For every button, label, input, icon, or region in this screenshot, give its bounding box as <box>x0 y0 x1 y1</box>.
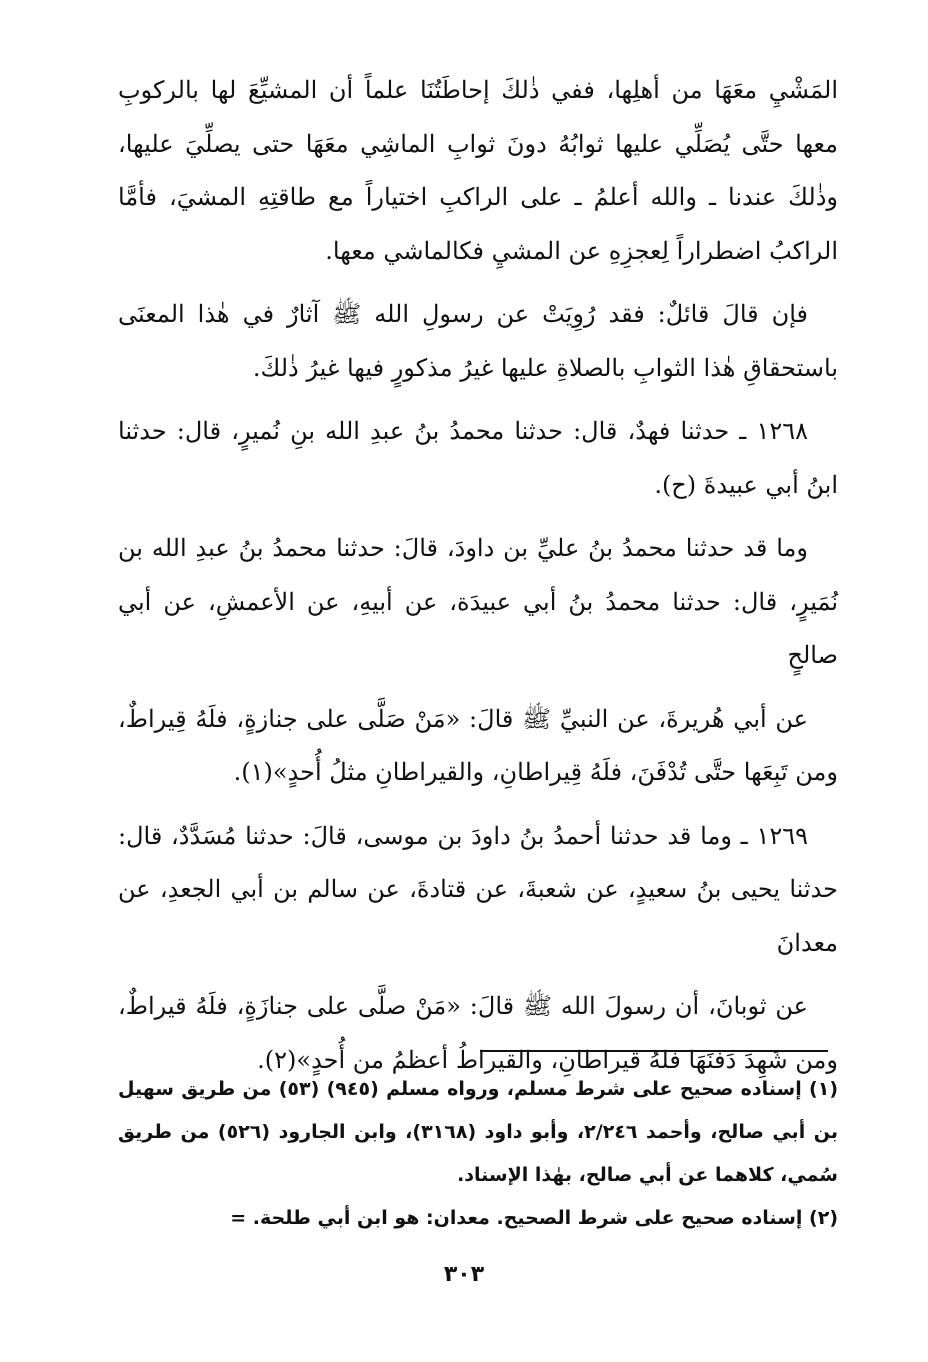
footnote-2: (٢) إسناده صحيح على شرط الصحيح. معدان: هو ابن أبي طلحة. = <box>230 1207 838 1229</box>
footnote-1: (١) إسناده صحيح على شرط مسلم، ورواه مسلم (٩٤٥) (٥٣) من طريق سهيل بن أبي صالح، وأحمد ٢/٢٤٦، وأبو داود (٣١٦٨)، وابن الجارود (٥٢٦) من طريق سُمي، كلاهما عن أبي صالح، بهٰذا الإسناد. <box>118 1078 839 1186</box>
hadith-1268-text: عن أبي هُريرةَ، عن النبيِّ ﷺ قالَ: «مَنْ صَلَّى على جنازةٍ، فلَهُ قِيراطٌ، ومن تَبِعَها حتَّى تُدْفَنَ، فلَهُ قِيراطانِ، والقيراطانِ مثلُ أُحدٍ»(١). <box>118 704 838 786</box>
hadith-1268-second-chain: وما قد حدثنا محمدُ بنُ عليِّ بن داودَ، قالَ: حدثنا محمدُ بنُ عبدِ الله بن نُمَيرٍ، قال: حدثنا محمدُ بنُ أبي عبيدَة، عن أبيهِ، عن الأعمشِ، عن أبي صالحٍ <box>118 534 838 669</box>
main-text <box>118 64 838 1097</box>
paragraph-objection: فإن قالَ قائلٌ: فقد رُوِيَتْ عن رسولِ الله ﷺ آثارٌ في هٰذا المعنَى باستحقاقِ هٰذا الثوابِ بالصلاةِ عليها غيرُ مذكورٍ فيها غيرُ ذٰلكَ. <box>118 300 838 382</box>
hadith-1268-chain: ١٢٦٨ ـ حدثنا فهدٌ، قال: حدثنا محمدُ بنُ عبدِ الله بنِ نُميرٍ، قال: حدثنا ابنُ أبي عبيدةَ (ح). <box>118 417 838 499</box>
footnote-separator <box>480 1050 828 1052</box>
hadith-1269-chain: ١٢٦٩ ـ وما قد حدثنا أحمدُ بنُ داودَ بن موسى، قالَ: حدثنا مُسَدَّدٌ، قال: حدثنا يحيى بنُ سعيدٍ، عن شعبةَ، عن قتادةَ، عن سالم بن أبي الجعدِ، عن معدانَ <box>118 821 838 957</box>
hadith-1269-text: عن ثوبانَ، أن رسولَ الله ﷺ قالَ: «مَنْ صلَّى على جنازَةٍ، فلَهُ قيراطٌ، ومن شَهِدَ دَفنَهَا فلهُ قيراطانِ، والقيراطُ أعظمُ من أُحدٍ»(٢). <box>118 992 838 1074</box>
footnotes <box>118 1068 838 1240</box>
page-number: ٣٠٣ <box>443 1262 485 1287</box>
paragraph-walking-with-funeral: المَشْيِ معَهَا من أهلِها، ففي ذٰلكَ إحاطَتُنَا علماً أن المشيِّعَ لها بالركوبِ معها حتَّى يُصَلِّي عليها ثوابُهُ دونَ ثوابِ الماشِي معَهَا حتى يصلِّيَ عليها، وذٰلكَ عندنا ـ والله أعلمُ ـ على الراكبِ اختياراً مع طاقتِهِ المشيَ، فأمَّا الراكبُ اضطراراً لِعجزِهِ عن المشيِ فكالماشي معها. <box>118 76 838 265</box>
